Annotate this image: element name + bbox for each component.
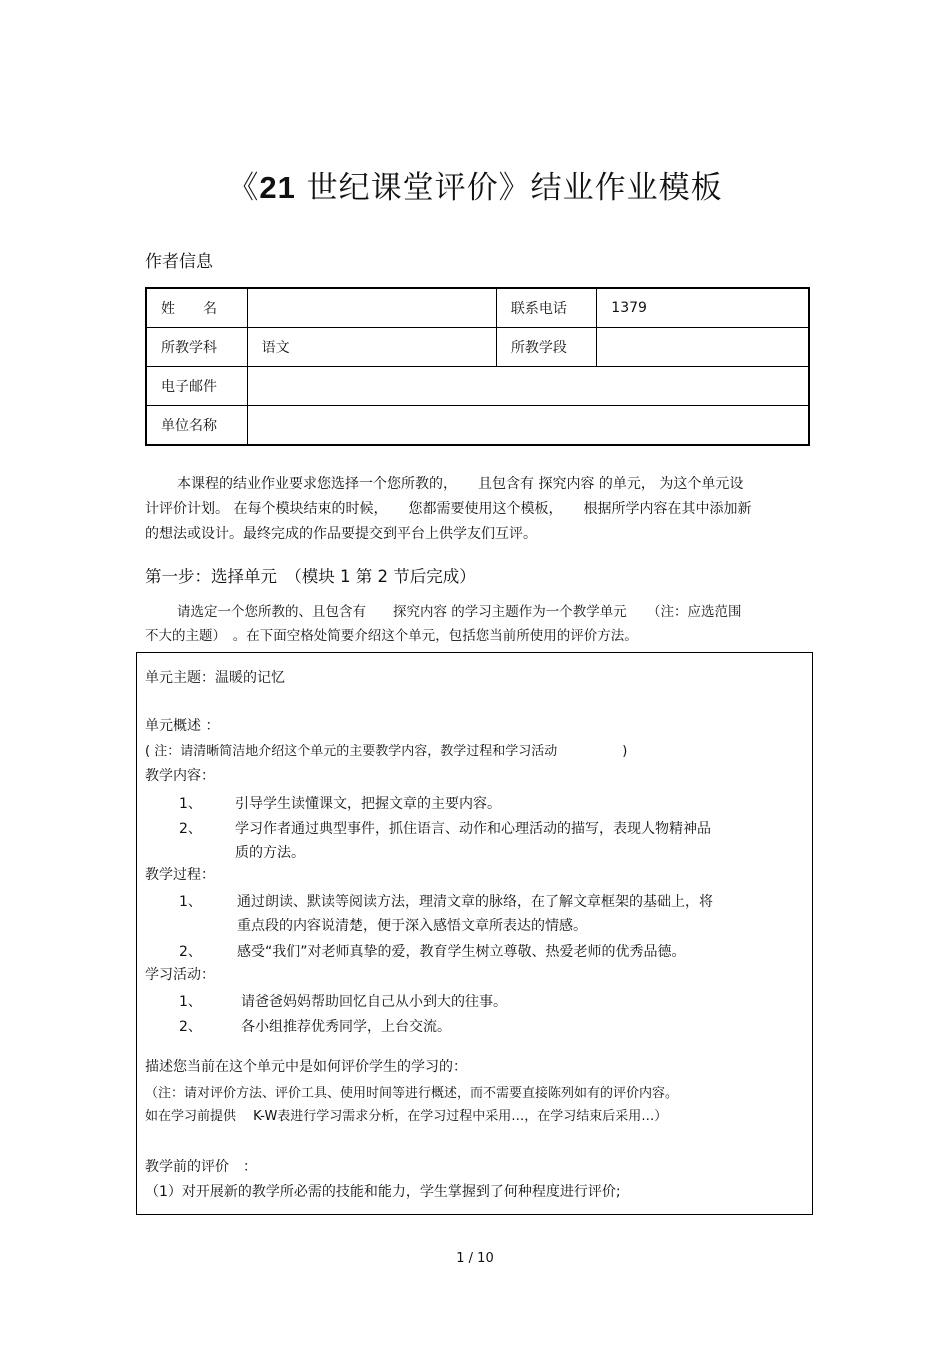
list-item-number: 1、	[179, 894, 202, 910]
phone-label: 联系电话	[496, 288, 596, 328]
org-value	[247, 406, 809, 446]
grade-value	[597, 328, 809, 367]
list-item: 请爸爸妈妈帮助回忆自己从小到大的往事。	[241, 994, 507, 1010]
intro-line: 本课程的结业作业要求您选择一个您所教的， 且包含有 探究内容 的单元， 为这个单元设	[177, 476, 744, 492]
table-row	[146, 367, 809, 406]
page-number: 1 / 10	[456, 1251, 494, 1266]
assessment-note: 如在学习前提供 K-W表进行学习需求分析，在学习过程中采用…，在学习结束后采用…）	[145, 1109, 668, 1124]
unit-description-box[interactable]	[136, 652, 813, 1215]
grade-label: 所教学段	[496, 328, 596, 367]
process-label: 教学过程：	[145, 867, 215, 883]
subject-value: 语文	[247, 328, 496, 367]
list-item-number: 2、	[179, 944, 202, 960]
list-item-number: 1、	[179, 994, 202, 1010]
name-value	[247, 288, 496, 328]
name-label: 姓 名	[146, 288, 247, 328]
step1-line: 不大的主题） 。在下面空格处简要介绍这个单元，包括您当前所使用的评价方法。	[145, 628, 638, 644]
intro-line: 计评价计划。 在每个模块结束的时候， 您都需要使用这个模板， 根据所学内容在其中添加新	[145, 501, 752, 517]
unit-theme: 单元主题：温暖的记忆	[145, 670, 285, 686]
pre-assessment-label: 教学前的评价 ：	[145, 1159, 257, 1175]
intro-line: 的想法或设计。最终完成的作品要提交到平台上供学友们互评。	[145, 526, 537, 542]
intro-paragraph	[145, 472, 805, 547]
step1-line: 请选定一个您所教的、且包含有 探究内容 的学习主题作为一个教学单元 （注：应选范围	[177, 604, 742, 620]
author-info-heading: 作者信息	[145, 252, 213, 272]
list-item-number: 1、	[179, 796, 202, 812]
overview-label: 单元概述 ：	[145, 718, 220, 734]
activity-label: 学习活动：	[145, 967, 215, 983]
overview-note: ( 注：请清晰简洁地介绍这个单元的主要教学内容，教学过程和学习活动 )	[145, 744, 628, 759]
list-item-number: 2、	[179, 821, 202, 837]
list-item-continued: 质的方法。	[235, 845, 305, 861]
list-item: 引导学生读懂课文，把握文章的主要内容。	[235, 796, 501, 812]
content-label: 教学内容：	[145, 768, 215, 784]
list-item: 学习作者通过典型事件，抓住语言、动作和心理活动的描写，表现人物精神品	[235, 821, 711, 837]
assessment-label: 描述您当前在这个单元中是如何评价学生的学习的：	[145, 1059, 467, 1075]
list-item: 感受“我们”对老师真挚的爱，教育学生树立尊敬、热爱老师的优秀品德。	[237, 944, 686, 960]
step1-heading: 第一步：选择单元 （模块 1 第 2 节后完成）	[145, 567, 476, 586]
list-item: 通过朗读、默读等阅读方法，理清文章的脉络，在了解文章框架的基础上，将	[237, 894, 713, 910]
table-row	[146, 328, 809, 367]
table-row	[146, 288, 809, 328]
list-item-continued: 重点段的内容说清楚，便于深入感悟文章所表达的情感。	[237, 918, 587, 934]
table-row	[146, 406, 809, 446]
assessment-note: （注：请对评价方法、评价工具、使用时间等进行概述，而不需要直接陈列如有的评价内容。	[145, 1086, 679, 1101]
step1-paragraph	[145, 600, 805, 648]
author-info-table	[145, 287, 810, 446]
email-label: 电子邮件	[146, 367, 247, 406]
pre-assessment-item: （1）对开展新的教学所必需的技能和能力，学生掌握到了何种程度进行评价;	[145, 1184, 621, 1200]
org-label: 单位名称	[146, 406, 247, 446]
email-value	[247, 367, 809, 406]
document-title: 《21 世纪课堂评价》结业作业模板	[227, 170, 723, 206]
list-item-number: 2、	[179, 1019, 202, 1035]
phone-value: 1379	[597, 288, 809, 328]
list-item: 各小组推荐优秀同学，上台交流。	[241, 1019, 451, 1035]
subject-label: 所教学科	[146, 328, 247, 367]
